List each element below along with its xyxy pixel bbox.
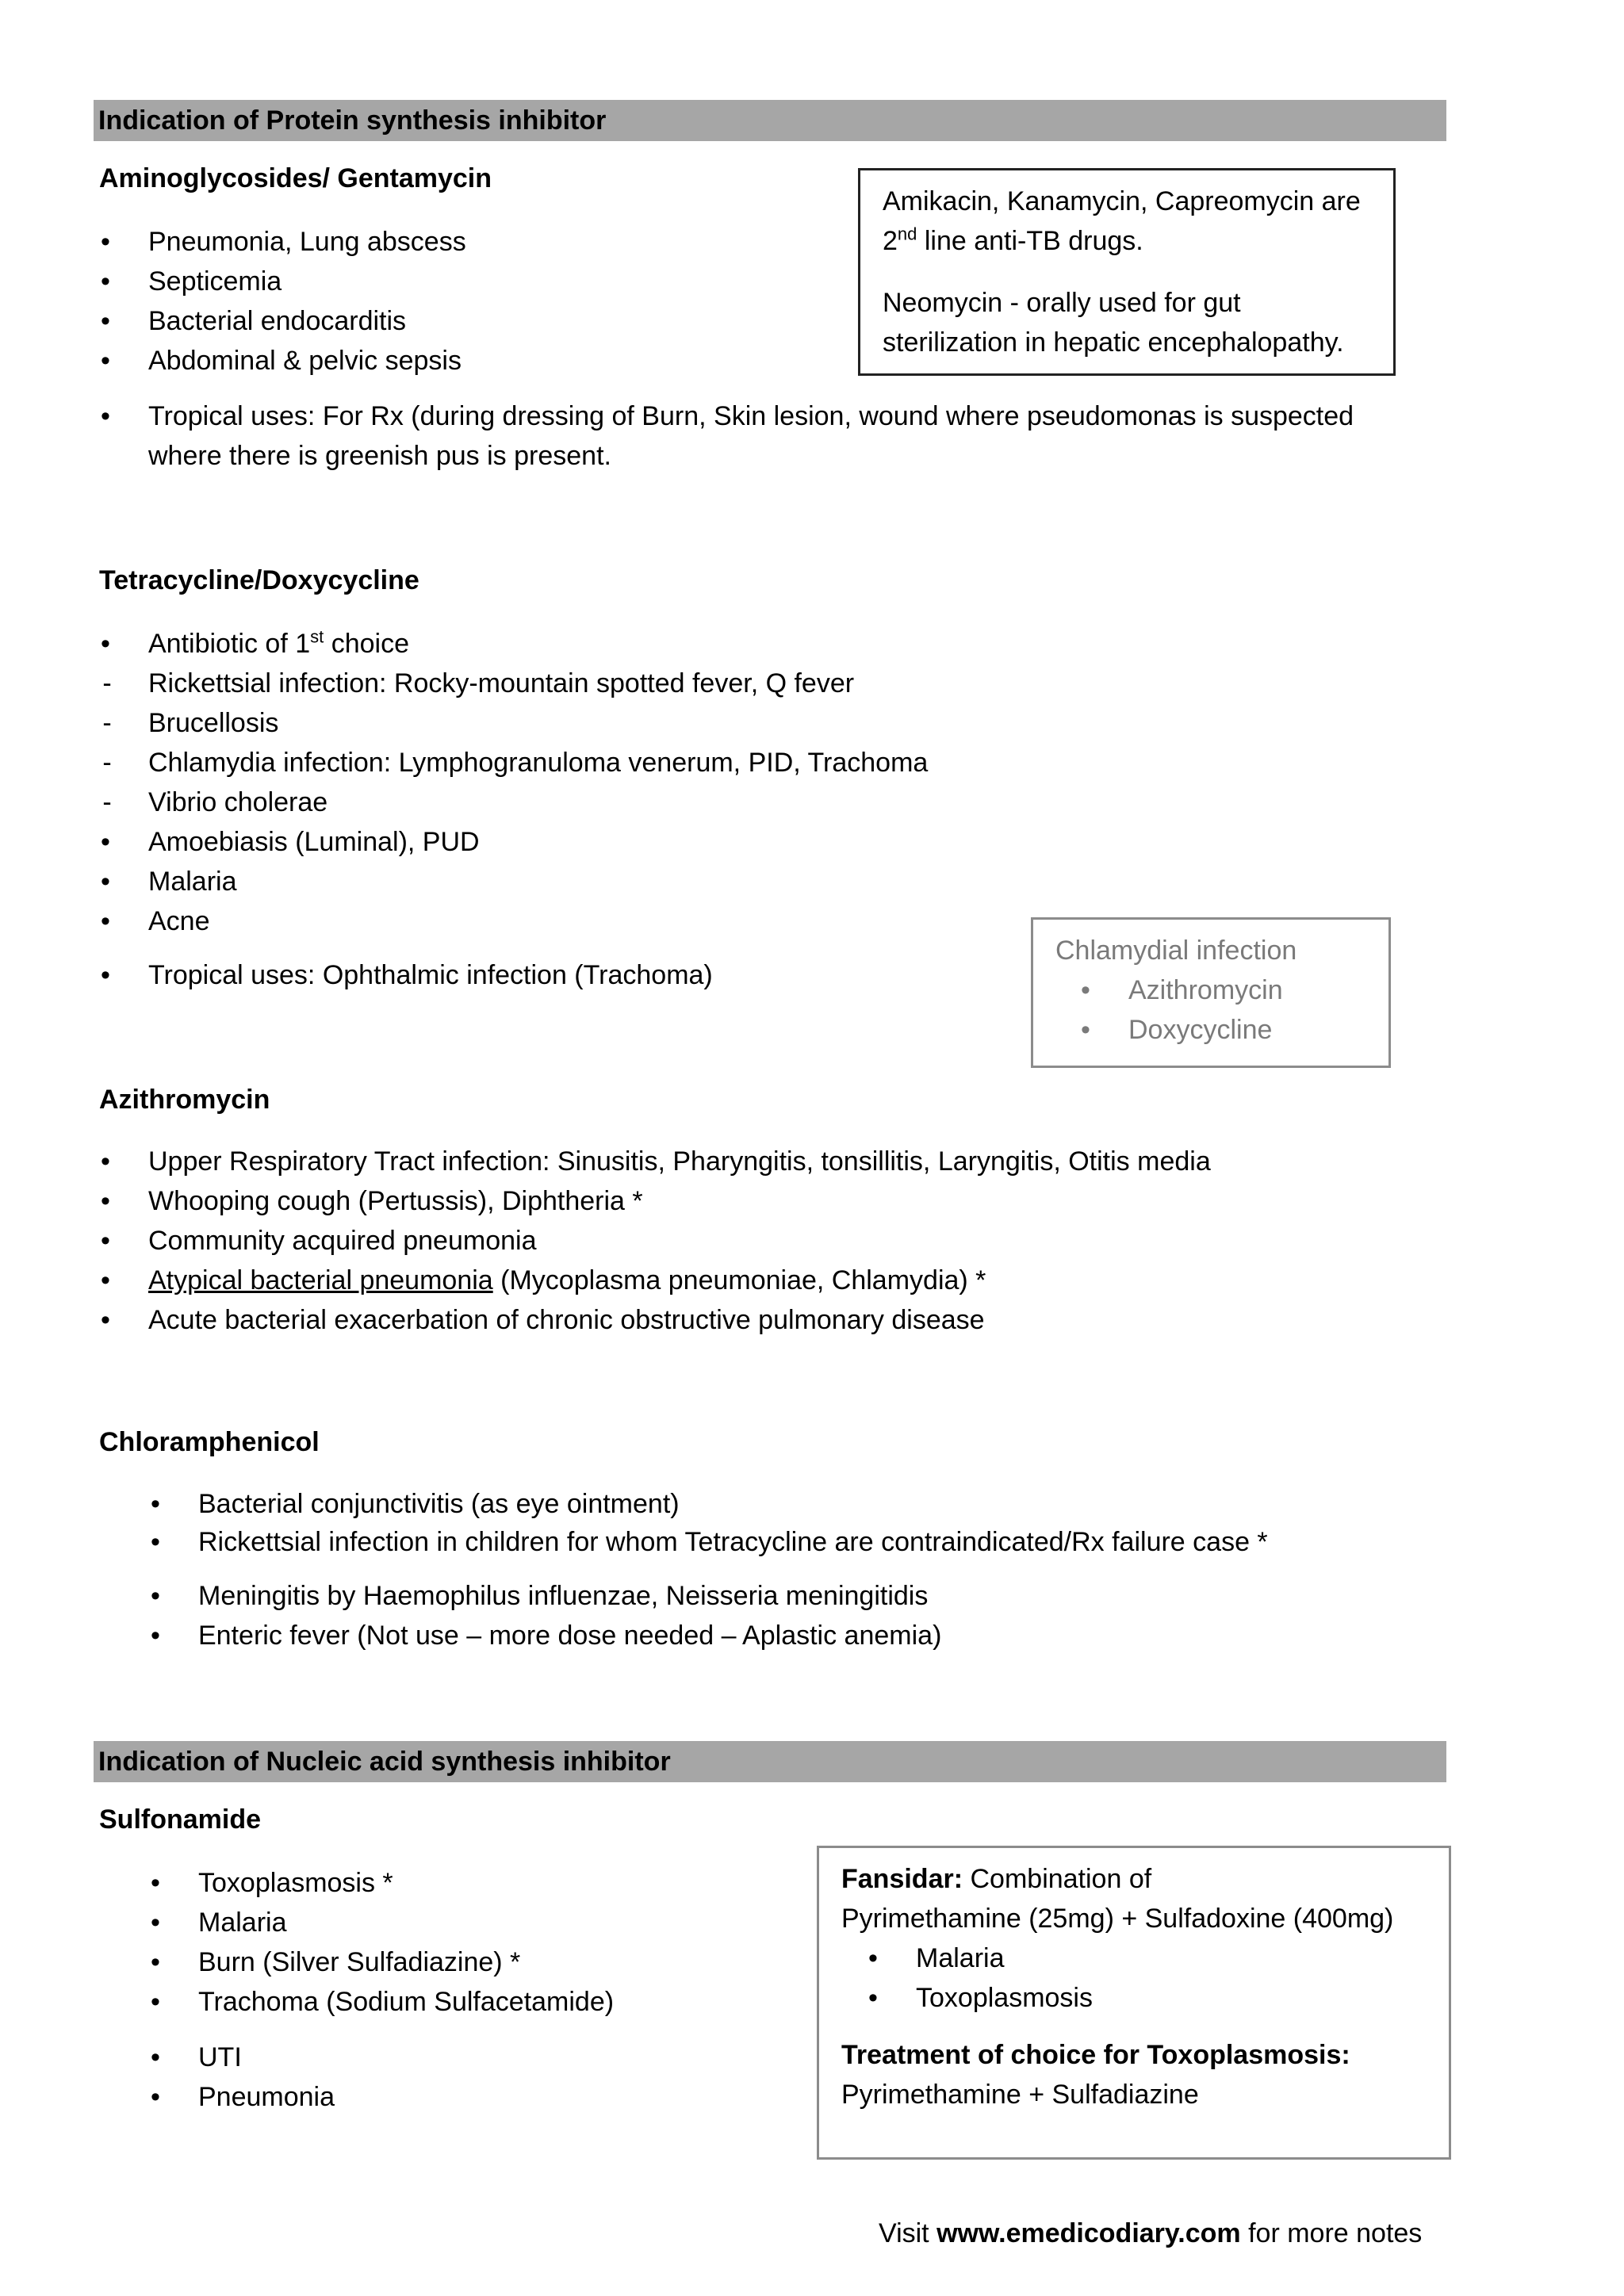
bullet-icon: • bbox=[868, 1983, 878, 2013]
note-title: Chlamydial infection bbox=[1055, 936, 1297, 966]
chlamydial-list bbox=[1081, 970, 1461, 1050]
list-item: • Acne bbox=[148, 901, 928, 941]
bullet-icon: • bbox=[101, 306, 110, 336]
list-item: • Septicemia bbox=[148, 262, 466, 301]
bullet-icon: • bbox=[101, 401, 110, 431]
list-item: • Bacterial endocarditis bbox=[148, 301, 466, 341]
section-banner-nucleic: Indication of Nucleic acid synthesis inhibitor bbox=[94, 1741, 1446, 1782]
bullet-icon: • bbox=[101, 827, 110, 857]
list-item: • Enteric fever (Not use – more dose needed – Aplastic anemia) bbox=[198, 1616, 941, 1655]
list-item: • Community acquired pneumonia bbox=[148, 1221, 1211, 1261]
section-banner-protein: Indication of Protein synthesis inhibitor bbox=[94, 100, 1446, 141]
list-item: • Amoebiasis (Luminal), PUD bbox=[148, 822, 928, 862]
tetracycline-tropical bbox=[101, 955, 713, 995]
list-item: • Bacterial conjunctivitis (as eye ointment) bbox=[198, 1485, 1268, 1523]
bullet-icon: • bbox=[151, 1868, 160, 1898]
note-line: Fansidar: Combination of bbox=[841, 1864, 1152, 1894]
fansidar-list bbox=[868, 1938, 1523, 2018]
bullet-icon: • bbox=[101, 266, 110, 297]
dash-icon: - bbox=[102, 748, 112, 778]
list-item: • Upper Respiratory Tract infection: Sinusitis, Pharyngitis, tonsillitis, Laryngitis, Otitis media bbox=[148, 1142, 1211, 1181]
bullet-icon: • bbox=[151, 1908, 160, 1938]
bullet-icon: • bbox=[101, 906, 110, 936]
list-item: • Trachoma (Sodium Sulfacetamide) bbox=[198, 1982, 614, 2022]
bullet-icon: • bbox=[101, 1265, 110, 1295]
sulfonamide-list-1 bbox=[151, 1863, 615, 2022]
list-item: • Atypical bacterial pneumonia (Mycoplasma pneumoniae, Chlamydia) * bbox=[148, 1261, 1211, 1300]
list-item: • Tropical uses: Ophthalmic infection (Trachoma) bbox=[148, 955, 713, 995]
tetracycline-list bbox=[101, 624, 929, 941]
bullet-icon: • bbox=[151, 1621, 160, 1651]
chlamydial-note-box bbox=[1031, 917, 1391, 1068]
azithromycin-list bbox=[101, 1142, 1211, 1340]
tetracycline-sublist bbox=[99, 664, 928, 822]
list-item: • Tropical uses: For Rx (during dressing of Burn, Skin lesion, wound where pseudomonas is suspected where there is greenish pus is present. bbox=[148, 396, 1354, 476]
sub-item: - Rickettsial infection: Rocky-mountain spotted fever, Q fever bbox=[99, 664, 928, 703]
bullet-icon: • bbox=[101, 629, 110, 659]
chloramphenicol-list-1 bbox=[151, 1485, 1268, 1561]
bullet-icon: • bbox=[101, 1146, 110, 1177]
list-item: • Pneumonia bbox=[198, 2077, 335, 2117]
sulfonamide-list-2 bbox=[151, 2038, 335, 2117]
bullet-icon: • bbox=[1081, 975, 1090, 1005]
list-item: • Malaria bbox=[198, 1903, 614, 1942]
note-line: 2nd line anti-TB drugs. bbox=[883, 224, 1143, 256]
list-item: • Malaria bbox=[916, 1938, 1523, 1978]
bullet-icon: • bbox=[151, 1581, 160, 1611]
bullet-icon: • bbox=[151, 2042, 160, 2072]
bullet-icon: • bbox=[101, 1226, 110, 1256]
bullet-icon: • bbox=[101, 960, 110, 990]
list-item: • Pneumonia, Lung abscess bbox=[148, 222, 466, 262]
antitb-note-box bbox=[858, 168, 1396, 376]
chloramphenicol-list-2 bbox=[151, 1576, 942, 1655]
note-line: Neomycin - orally used for gut bbox=[883, 288, 1241, 318]
bullet-icon: • bbox=[101, 1305, 110, 1335]
bullet-icon: • bbox=[151, 1489, 160, 1519]
bullet-icon: • bbox=[151, 2082, 160, 2112]
list-item: • Azithromycin bbox=[1128, 970, 1461, 1010]
sub-item: - Vibrio cholerae bbox=[99, 783, 928, 822]
bullet-icon: • bbox=[151, 1527, 160, 1557]
list-item: • Malaria bbox=[148, 862, 928, 901]
list-item: • Toxoplasmosis bbox=[916, 1978, 1523, 2018]
sub-item: - Chlamydia infection: Lymphogranuloma venerum, PID, Trachoma bbox=[99, 743, 928, 783]
note-line: sterilization in hepatic encephalopathy. bbox=[883, 327, 1344, 358]
bullet-icon: • bbox=[101, 867, 110, 897]
list-item: • Toxoplasmosis * bbox=[198, 1863, 614, 1903]
note-line: Treatment of choice for Toxoplasmosis: bbox=[841, 2040, 1350, 2070]
aminoglycosides-list bbox=[101, 222, 466, 381]
aminoglycosides-tropical bbox=[101, 396, 1354, 476]
sulfonamide-heading: Sulfonamide bbox=[99, 1804, 262, 1835]
aminoglycosides-heading: Aminoglycosides/ Gentamycin bbox=[99, 163, 492, 193]
list-item: • Meningitis by Haemophilus influenzae, Neisseria meningitidis bbox=[198, 1576, 941, 1616]
list-item: • Rickettsial infection in children for whom Tetracycline are contraindicated/Rx failure case * bbox=[198, 1523, 1268, 1561]
footer-site-link[interactable]: www.emedicodiary.com bbox=[936, 2218, 1241, 2248]
list-item: • Doxycycline bbox=[1128, 1010, 1461, 1050]
dash-icon: - bbox=[102, 668, 112, 698]
bullet-icon: • bbox=[868, 1943, 878, 1973]
list-item: • UTI bbox=[198, 2038, 335, 2077]
list-item: • Acute bacterial exacerbation of chronic obstructive pulmonary disease bbox=[148, 1300, 1211, 1340]
list-item: • Whooping cough (Pertussis), Diphtheria * bbox=[148, 1181, 1211, 1221]
tetracycline-heading: Tetracycline/Doxycycline bbox=[99, 565, 419, 595]
bullet-icon: • bbox=[101, 1186, 110, 1216]
dash-icon: - bbox=[102, 708, 112, 738]
bullet-icon: • bbox=[151, 1947, 160, 1977]
azithromycin-heading: Azithromycin bbox=[99, 1085, 270, 1115]
bullet-icon: • bbox=[151, 1987, 160, 2017]
bullet-icon: • bbox=[101, 227, 110, 257]
bullet-icon: • bbox=[101, 346, 110, 376]
note-line: Pyrimethamine (25mg) + Sulfadoxine (400mg) bbox=[841, 1904, 1394, 1934]
list-item: • Antibiotic of 1st choice - Rickettsial infection: Rocky-mountain spotted fever, Q fever - Brucellosis - Chlamydia infection: Lymphogranuloma venerum, PID, Trachoma - Vibrio cholerae bbox=[148, 624, 928, 822]
chloramphenicol-heading: Chloramphenicol bbox=[99, 1427, 320, 1457]
dash-icon: - bbox=[102, 787, 112, 817]
fansidar-note-box bbox=[817, 1846, 1451, 2160]
footer-note: Visit www.emedicodiary.com for more notes bbox=[879, 2218, 1423, 2248]
note-line: Amikacin, Kanamycin, Capreomycin are bbox=[883, 186, 1361, 216]
sub-item: - Brucellosis bbox=[99, 703, 928, 743]
list-item: • Abdominal & pelvic sepsis bbox=[148, 341, 466, 381]
bullet-icon: • bbox=[1081, 1015, 1090, 1045]
list-item: • Burn (Silver Sulfadiazine) * bbox=[198, 1942, 614, 1982]
note-line: Pyrimethamine + Sulfadiazine bbox=[841, 2080, 1199, 2110]
